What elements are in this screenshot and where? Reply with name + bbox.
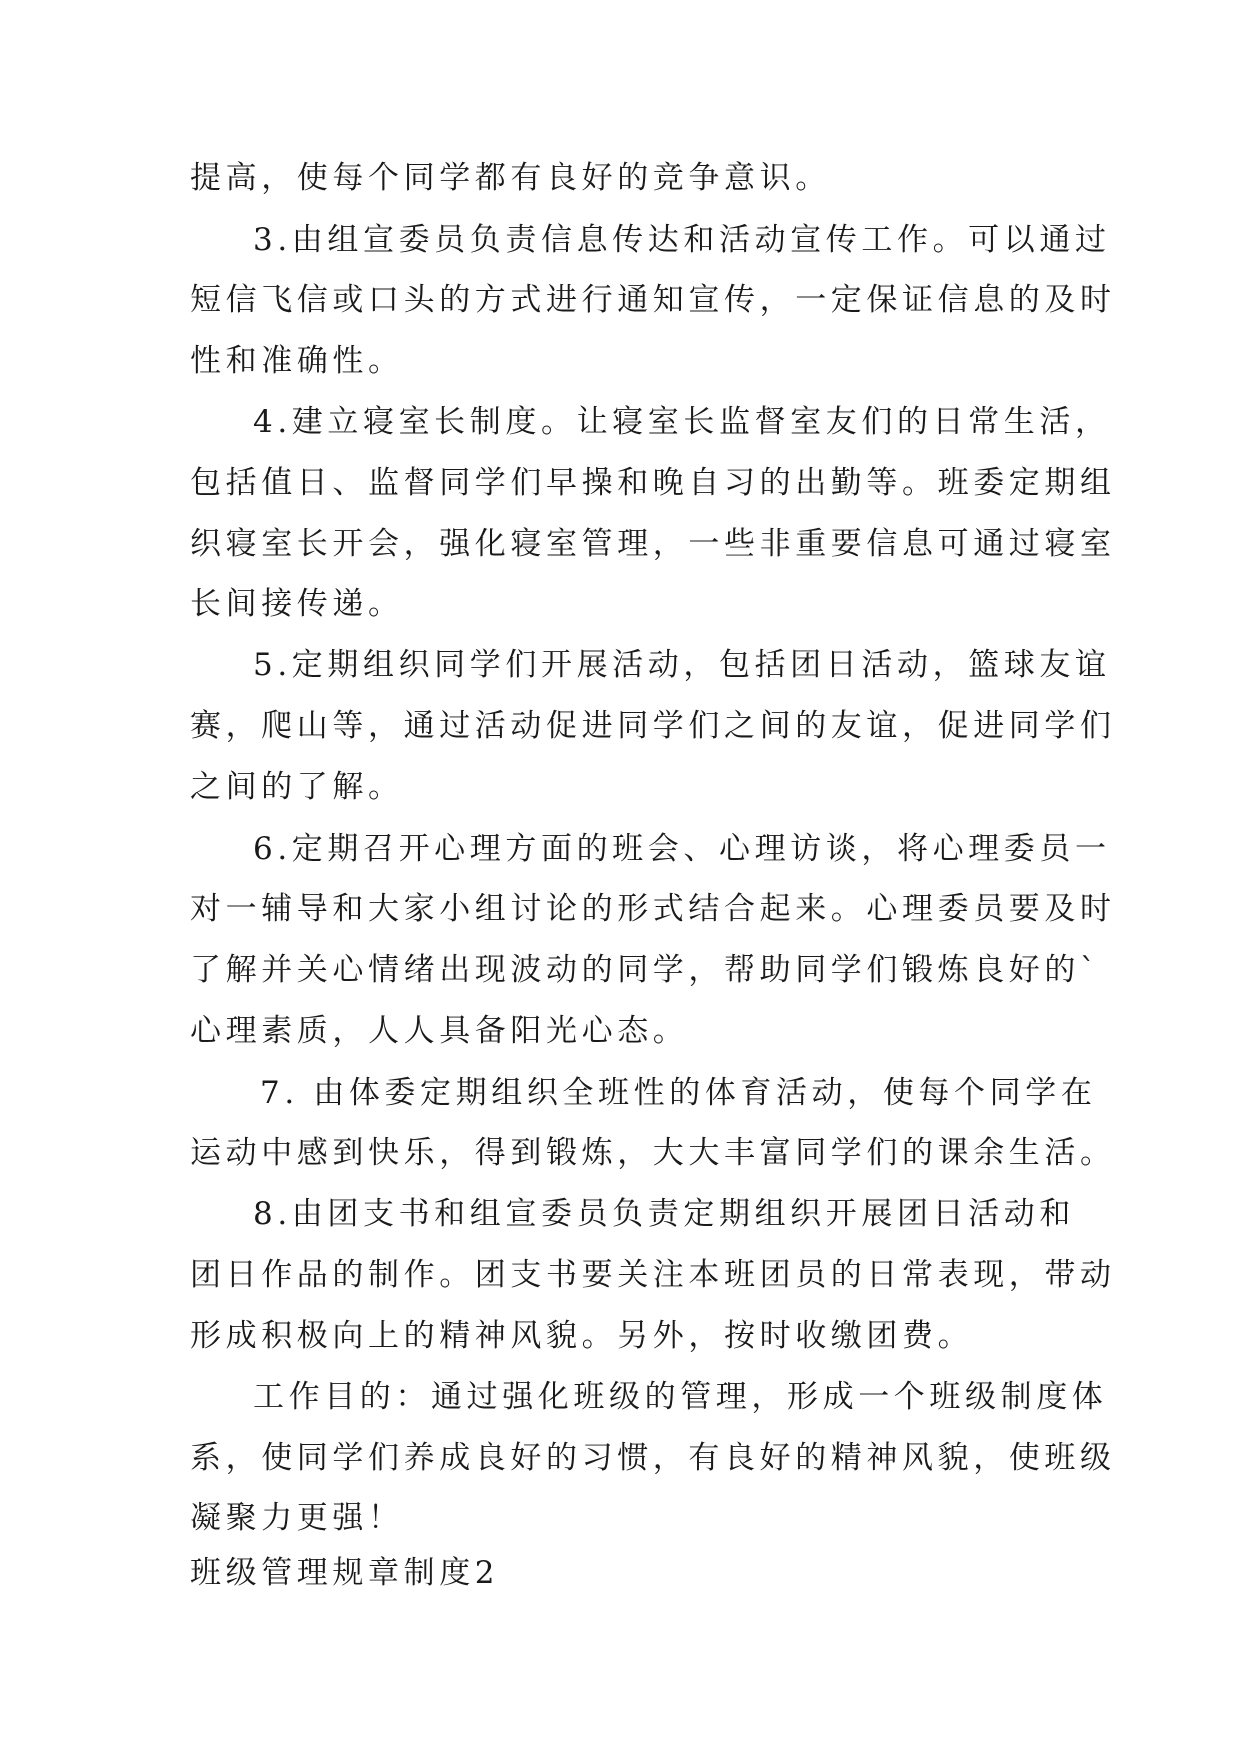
text-line: 系，使同学们养成良好的习惯，有良好的精神风貌，使班级 (190, 1440, 1116, 1476)
text-line: 心理素质，人人具备阳光心态。 (190, 1013, 689, 1049)
text-line: 性和准确性。 (190, 343, 404, 379)
text-line: 赛，爬山等，通过活动促进同学们之间的友谊，促进同学们 (190, 708, 1116, 744)
text-line: 短信飞信或口头的方式进行通知宣传，一定保证信息的及时 (190, 282, 1116, 318)
text-line: 7. 由体委定期组织全班性的体育活动，使每个同学在 (260, 1075, 1097, 1111)
text-line: 5.定期组织同学们开展活动，包括团日活动，篮球友谊 (253, 647, 1111, 683)
text-line: 提高，使每个同学都有良好的竞争意识。 (190, 160, 831, 196)
text-line: 长间接传递。 (190, 586, 404, 622)
section-heading: 班级管理规章制度2 (190, 1555, 500, 1591)
text-line: 包括值日、监督同学们早操和晚自习的出勤等。班委定期组 (190, 465, 1116, 501)
text-line: 3.由组宣委员负责信息传达和活动宣传工作。可以通过 (253, 222, 1111, 258)
text-line: 团日作品的制作。团支书要关注本班团员的日常表现，带动 (190, 1257, 1116, 1293)
text-line: 6.定期召开心理方面的班会、心理访谈，将心理委员一 (253, 831, 1111, 867)
text-line: 形成积极向上的精神风貌。另外，按时收缴团费。 (190, 1318, 974, 1354)
text-line: 4.建立寝室长制度。让寝室长监督室友们的日常生活， (253, 404, 1111, 440)
text-line: 凝聚力更强！ (190, 1500, 404, 1536)
text-line: 之间的了解。 (190, 769, 404, 805)
text-line: 织寝室长开会，强化寝室管理，一些非重要信息可通过寝室 (190, 526, 1116, 562)
text-line: 8.由团支书和组宣委员负责定期组织开展团日活动和 (253, 1196, 1075, 1232)
text-line: 工作目的：通过强化班级的管理，形成一个班级制度体 (253, 1379, 1108, 1415)
text-line: 了解并关心情绪出现波动的同学，帮助同学们锻炼良好的` (190, 952, 1101, 988)
text-line: 运动中感到快乐，得到锻炼，大大丰富同学们的课余生活。 (190, 1135, 1116, 1171)
text-line: 对一辅导和大家小组讨论的形式结合起来。心理委员要及时 (190, 891, 1116, 927)
